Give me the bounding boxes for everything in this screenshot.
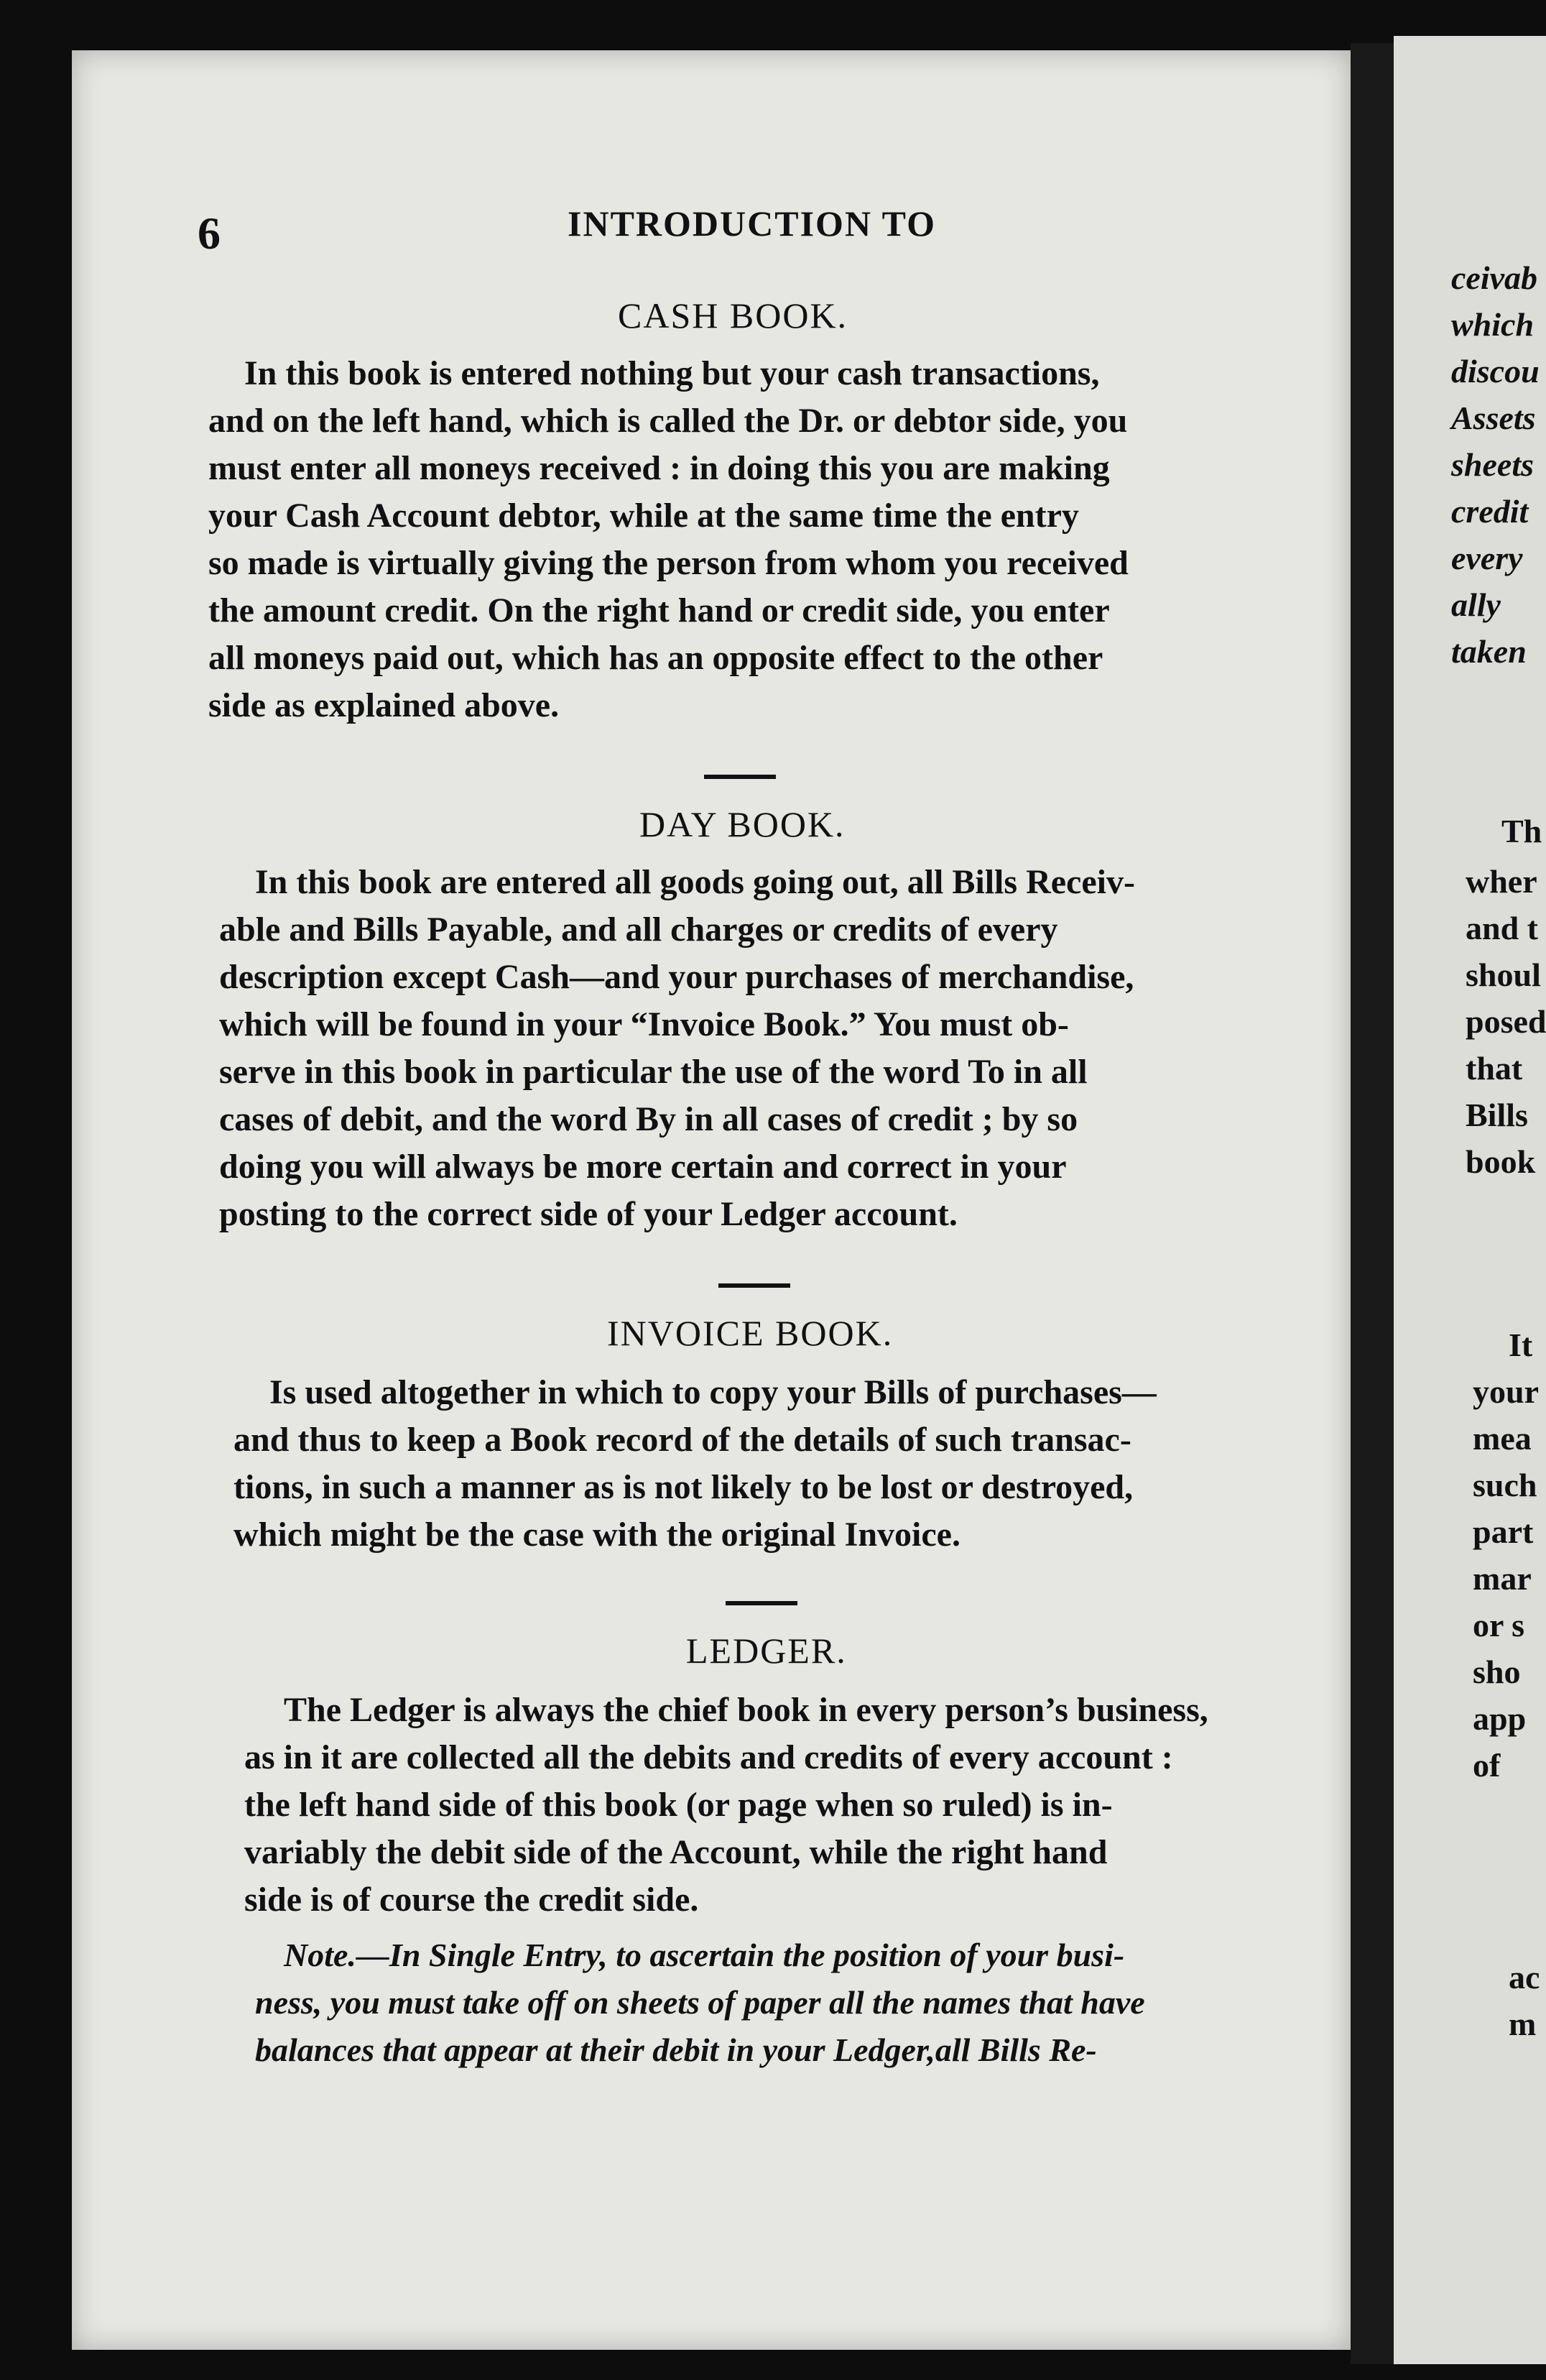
ledger-note-line: balances that appear at their debit in your Ledger,all Bills Re- [255,2031,1097,2068]
facing-page-fragment: and t [1466,910,1538,946]
day-book-line: description except Cash—and your purchases of merchandise, [219,958,1134,996]
facing-page-fragment: which [1451,306,1535,343]
cash-book-line: so made is virtually giving the person from whom you received [208,544,1129,582]
facing-page-fragment: wher [1466,863,1537,900]
facing-page-fragment: posed [1466,1003,1546,1040]
facing-page-fragment: discou [1451,353,1540,389]
cash-book-heading: CASH BOOK. [618,295,848,336]
facing-page-fragment: that [1466,1050,1523,1087]
facing-page-fragment: Th [1501,813,1542,849]
cash-book-line: In this book is entered nothing but your cash transactions, [244,354,1100,392]
day-book-line: In this book are entered all goods going out, all Bills Receiv- [255,863,1135,901]
cash-book-line: the amount credit. On the right hand or credit side, you enter [208,591,1110,629]
facing-page-fragment: shoul [1466,956,1541,993]
facing-page-fragment: mar [1473,1560,1532,1597]
day-book-line: cases of debit, and the word By in all cases of credit ; by so [219,1100,1078,1138]
running-head: INTRODUCTION TO [568,203,936,244]
ledger-note-line: ness, you must take off on sheets of paper all the names that have [255,1984,1145,2021]
page-number: 6 [198,208,221,259]
cash-book-line: side as explained above. [208,686,560,724]
facing-page-fragment: mea [1473,1420,1532,1457]
day-book-line: able and Bills Payable, and all charges or credits of every [219,910,1058,949]
day-book-line: doing you will always be more certain and correct in your [219,1148,1067,1186]
facing-page-fragment: taken [1451,633,1527,670]
ledger-heading: LEDGER. [686,1631,847,1671]
day-book-line: serve in this book in particular the use of the word To in all [219,1053,1088,1091]
section-divider [704,775,776,779]
ledger-note-line: Note.—In Single Entry, to ascertain the position of your busi- [284,1937,1125,1973]
facing-page-fragment: of [1473,1747,1501,1784]
facing-page-fragment: Assets [1451,400,1536,436]
facing-page-fragment: credit [1451,493,1529,530]
cash-book-line: all moneys paid out, which has an opposite effect to the other [208,639,1103,677]
cash-book-line: must enter all moneys received : in doing this you are making [208,449,1110,487]
ledger-line: the left hand side of this book (or page when so ruled) is in- [244,1786,1113,1824]
facing-page-fragment: It [1509,1327,1533,1363]
section-divider [718,1283,790,1288]
facing-page-fragment: every [1451,540,1523,576]
facing-page-fragment: or s [1473,1607,1524,1643]
facing-page-fragment: such [1473,1467,1537,1503]
ledger-line: as in it are collected all the debits and credits of every account : [244,1738,1173,1776]
facing-page-fragment: Bills [1466,1097,1528,1133]
day-book-line: which will be found in your “Invoice Book.” You must ob- [219,1005,1069,1043]
invoice-book-line: and thus to keep a Book record of the details of such transac- [233,1421,1131,1459]
facing-page-fragment: m [1509,2006,1537,2042]
book-gutter [1351,43,1394,2364]
facing-page-fragment: ally [1451,586,1501,623]
section-divider [726,1601,797,1605]
day-book-line: posting to the correct side of your Ledger account. [219,1195,958,1233]
facing-page-fragment: sho [1473,1653,1521,1690]
ledger-line: The Ledger is always the chief book in every person’s business, [284,1691,1208,1729]
facing-page-fragment: ac [1509,1959,1540,1996]
facing-page-fragment: part [1473,1513,1534,1550]
facing-page-fragment: ceivab [1451,259,1538,296]
ledger-line: variably the debit side of the Account, while the right hand [244,1833,1108,1871]
day-book-heading: DAY BOOK. [639,804,846,844]
invoice-book-heading: INVOICE BOOK. [607,1313,894,1353]
facing-page-fragment: your [1473,1373,1539,1410]
facing-page-fragment: app [1473,1700,1527,1737]
ledger-line: side is of course the credit side. [244,1881,699,1919]
facing-page-fragment: book [1466,1143,1536,1180]
facing-page-fragment: sheets [1451,446,1534,483]
cash-book-line: your Cash Account debtor, while at the same time the entry [208,497,1079,535]
cash-book-line: and on the left hand, which is called the Dr. or debtor side, you [208,402,1128,440]
invoice-book-line: Is used altogether in which to copy your Bills of purchases— [269,1373,1157,1411]
invoice-book-line: tions, in such a manner as is not likely to be lost or destroyed, [233,1468,1134,1506]
invoice-book-line: which might be the case with the original Invoice. [233,1516,961,1554]
